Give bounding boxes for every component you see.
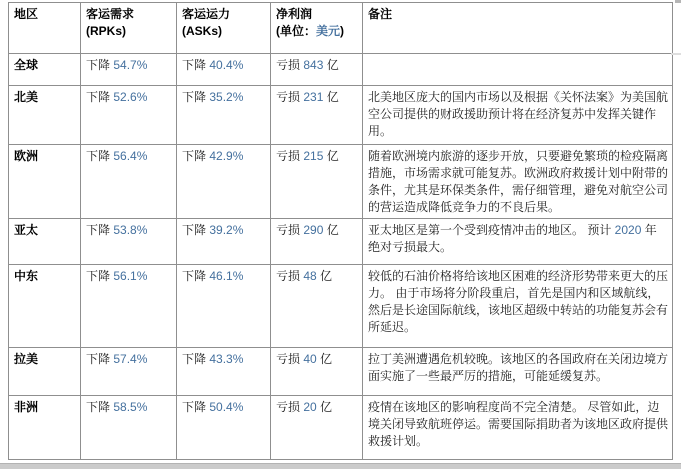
regional-airline-impact-table <box>8 2 673 460</box>
divider-artifact <box>671 53 681 55</box>
table-row-europe <box>9 145 673 219</box>
notes-header-label: 备注 <box>368 7 393 21</box>
cell-notes: 随着欧洲境内旅游的逐步开放，只要避免繁琐的检疫隔离措施，市场需求就可能复苏。欧洲政府救援计划中附带的条件，尤其是环保类条件，需仔细管理，避免对航空公司的营运造成降低竞争力的不良后果。 <box>363 145 673 219</box>
cell-passenger-demand: 下降 56.4% <box>81 145 177 219</box>
cell-passenger-capacity: 下降 35.2% <box>177 86 271 145</box>
capacity-header-line2: (ASKs) <box>182 24 223 38</box>
cell-passenger-demand: 下降 54.7% <box>81 54 177 86</box>
cell-region: 中东 <box>9 265 81 348</box>
cell-passenger-demand: 下降 56.1% <box>81 265 177 348</box>
table-row-global <box>9 54 673 86</box>
cell-net-profit: 亏损 290 亿 <box>271 219 363 265</box>
profit-header-currency: 美元 <box>316 24 341 38</box>
cell-passenger-demand: 下降 57.4% <box>81 348 177 396</box>
profit-header-unit-prefix: (单位： <box>276 24 316 38</box>
cell-notes: 亚太地区是第一个受到疫情冲击的地区。 预计 2020 年绝对亏损最大。 <box>363 219 673 265</box>
cell-passenger-capacity: 下降 39.2% <box>177 219 271 265</box>
cell-region: 北美 <box>9 86 81 145</box>
cell-passenger-capacity: 下降 46.1% <box>177 265 271 348</box>
table-row-asia-pacific <box>9 219 673 265</box>
capacity-header-line1: 客运运力 <box>182 7 231 21</box>
cell-region: 亚太 <box>9 219 81 265</box>
column-header-passenger-capacity <box>177 3 271 54</box>
cell-net-profit: 亏损 215 亿 <box>271 145 363 219</box>
cell-region: 欧洲 <box>9 145 81 219</box>
table-row-middle-east <box>9 265 673 348</box>
table-row-africa <box>9 396 673 460</box>
cell-passenger-capacity: 下降 42.9% <box>177 145 271 219</box>
table-row-latin-america <box>9 348 673 396</box>
cell-passenger-demand: 下降 53.8% <box>81 219 177 265</box>
profit-header-line1: 净利润 <box>276 7 313 21</box>
cell-net-profit: 亏损 231 亿 <box>271 86 363 145</box>
table-row-north-america <box>9 86 673 145</box>
cell-passenger-demand: 下降 52.6% <box>81 86 177 145</box>
cell-passenger-capacity: 下降 50.4% <box>177 396 271 460</box>
cell-net-profit: 亏损 48 亿 <box>271 265 363 348</box>
cell-passenger-capacity: 下降 43.3% <box>177 348 271 396</box>
table-header-row <box>9 3 673 54</box>
column-header-region <box>9 3 81 54</box>
column-header-notes <box>363 3 673 54</box>
cell-notes: 较低的石油价格将给该地区困难的经济形势带来更大的压力。 由于市场将分阶段重启，首先是国内和区域航线，然后是长途国际航线，该地区超级中转站的功能复苏会有所延迟。 <box>363 265 673 348</box>
cell-net-profit: 亏损 843 亿 <box>271 54 363 86</box>
cell-net-profit: 亏损 40 亿 <box>271 348 363 396</box>
scrollbar-artifact <box>675 0 681 3</box>
demand-header-line2: (RPKs) <box>86 24 127 38</box>
cell-notes: 拉丁美洲遭遇危机较晚。该地区的各国政府在关闭边境方面实施了一些最严厉的措施，可能延缓复苏。 <box>363 348 673 396</box>
column-header-passenger-demand <box>81 3 177 54</box>
cell-region: 全球 <box>9 54 81 86</box>
cell-passenger-demand: 下降 58.5% <box>81 396 177 460</box>
demand-header-line1: 客运需求 <box>86 7 135 21</box>
cell-notes: 北美地区庞大的国内市场以及根据《关怀法案》为美国航空公司提供的财政援助预计将在经济复苏中发挥关键作用。 <box>363 86 673 145</box>
profit-header-unit-suffix: ) <box>340 24 345 38</box>
regional-impact-table-container <box>8 2 673 460</box>
cell-notes: 疫情在该地区的影响程度尚不完全清楚。 尽管如此，边境关闭导致航班停运。需要国际捐助者为该地区政府提供救援计划。 <box>363 396 673 460</box>
column-header-region-label: 地区 <box>14 7 39 21</box>
cell-region: 非洲 <box>9 396 81 460</box>
page-bottom-band <box>0 463 681 469</box>
cell-net-profit: 亏损 20 亿 <box>271 396 363 460</box>
cell-region: 拉美 <box>9 348 81 396</box>
column-header-net-profit <box>271 3 363 54</box>
cell-passenger-capacity: 下降 40.4% <box>177 54 271 86</box>
cell-notes <box>363 54 673 86</box>
